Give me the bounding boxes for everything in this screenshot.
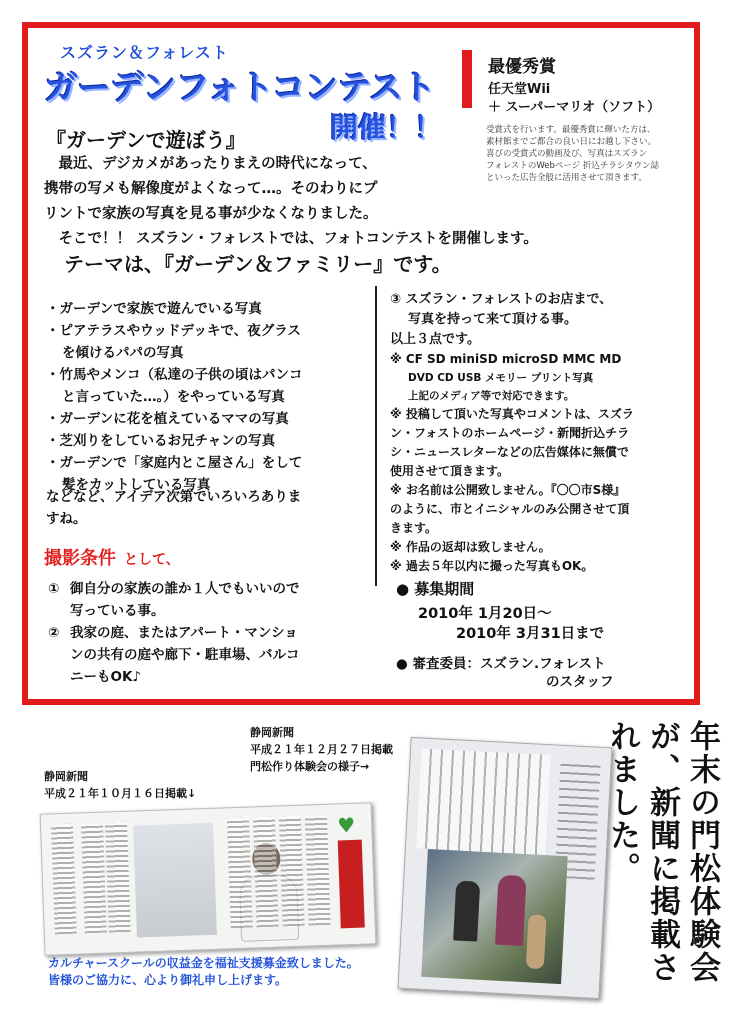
- condition-3-cont: 写真を持って来て頂ける事。: [408, 312, 578, 327]
- note-line: のように、市とイニシャルのみ公開させて頂: [390, 502, 630, 516]
- media-note-line: 上記のメディア等で対応できます。: [408, 390, 575, 402]
- award-heading: 最優秀賞: [488, 57, 556, 77]
- age-note: ※ 過去５年以内に撮った写真もOK。: [390, 559, 594, 573]
- clipping-text-column: [105, 822, 131, 933]
- person-figure: [526, 914, 547, 969]
- note-line: 使用させて頂きます。: [390, 464, 510, 478]
- conditions-heading-suffix: として、: [124, 552, 180, 568]
- clipping-photo: [421, 849, 568, 984]
- clipping-photo: [133, 823, 217, 938]
- intro-line: 最近、デジカメがあったりまえの時代になって、: [44, 156, 377, 172]
- conditions-list: [48, 578, 368, 688]
- footer-line: カルチャースクールの収益金を福祉支援募金致しました。: [48, 956, 359, 970]
- period-start: 2010年 1月20日～: [418, 606, 552, 622]
- newspaper-clipping-1: [40, 802, 377, 956]
- examples-closing: [46, 486, 376, 530]
- person-figure: [453, 880, 480, 941]
- condition-number: ①: [48, 581, 60, 597]
- closing-line: などなど、アイデア次第でいろいろありま: [46, 489, 302, 505]
- note-line: ※ お名前は公開致しません。『〇〇市S様』: [390, 483, 626, 497]
- contest-subtitle: 開催！！: [330, 111, 443, 144]
- intro-line: そこで！！ スズラン・フォレストでは、フォトコンテストを開催します。: [44, 231, 538, 247]
- condition-number: ②: [48, 625, 60, 641]
- right-column: [390, 290, 690, 576]
- condition-cont: 写っている事。: [70, 603, 165, 619]
- conditions-heading-text: 撮影条件: [44, 548, 116, 569]
- award-note-line: といった広告全般に活用させて頂きます。: [486, 173, 647, 183]
- award-note-line: 受賞式を行います。最優秀賞に輝いた方は、: [486, 125, 656, 135]
- caption-paper: 静岡新聞: [250, 726, 294, 739]
- period-heading: ● 募集期間: [396, 580, 475, 598]
- note-line: ン・フォストのホームページ・新聞折込チラ: [390, 426, 630, 440]
- condition-cont: ンの共有の庭や廊下・駐車場、バルコ: [70, 647, 300, 663]
- example-item-cont: 髪をカットしている写真: [62, 477, 211, 493]
- vertical-announcement: 年末の門松体験会が、新聞に掲載されました。: [604, 720, 720, 984]
- condition-3: ③ スズラン・フォレストのお店まで、: [390, 292, 613, 307]
- newspaper-clipping-2: [398, 737, 613, 999]
- condition-text: 御自分の家族の誰か１人でもいいので: [70, 581, 300, 597]
- caption-desc: 門松作り体験会の様子→: [250, 760, 370, 773]
- example-item-cont: と言っていた…。）をやっている写真: [62, 389, 285, 405]
- conditions-heading: [44, 544, 180, 570]
- return-note: ※ 作品の返却は致しません。: [390, 540, 551, 554]
- clipping-text-column: [253, 817, 279, 928]
- award-note-line: フォレストのWebページ 折込チラシタウン誌: [486, 161, 660, 171]
- clipping-text-column: [81, 823, 107, 934]
- intro-text: [44, 152, 684, 252]
- example-item-cont: を傾けるパパの写真: [62, 345, 184, 361]
- example-item: ・ガーデンで家族で遊んでいる写真: [46, 301, 262, 317]
- media-note-heading: ※ CF SD miniSD microSD MMC MD: [390, 352, 622, 366]
- theme-line: テーマは、『ガーデン＆ファミリー』です。: [64, 252, 452, 276]
- clipping-text-column: [305, 815, 331, 926]
- award-note-line: 素材館までご都合の良い日にお越し下さい。: [486, 137, 657, 147]
- judge-cont: のスタッフ: [546, 674, 614, 690]
- clipping-text-column: [227, 818, 253, 929]
- caption-date: 平成２１年１２月２７日掲載: [250, 743, 393, 756]
- newspaper-caption-1: [44, 768, 196, 802]
- example-item: ・芝刈りをしているお兄チャンの写真: [46, 433, 276, 449]
- period-end: 2010年 3月31日まで: [456, 626, 605, 642]
- footer-line: 皆様のご協力に、心より御礼申し上げます。: [48, 973, 288, 987]
- heart-icon: ♥: [336, 812, 356, 838]
- example-list: [46, 298, 376, 496]
- note-line: シ・ニュースレターなどの広告媒体に無償で: [390, 445, 629, 459]
- example-item: ・ガーデンで「家庭内とこ屋さん」をして: [46, 455, 303, 471]
- judge-heading: ● 審査委員：スズラン.フォレスト: [396, 656, 606, 672]
- award-prize-1: 任天堂Wii: [488, 82, 551, 97]
- clipping-headline-badge: [338, 840, 365, 929]
- intro-line: 携帯の写メも解像度がよくなって…。そのわりにプ: [44, 181, 378, 197]
- note-line: きます。: [390, 521, 438, 535]
- footer-message: [48, 955, 408, 989]
- note-line: ※ 投稿して頂いた写真やコメントは、スズラ: [390, 407, 634, 421]
- award-note-line: 喜びの受賞式の動画及び、写真はスズラン: [486, 149, 648, 159]
- total-line: 以上３点です。: [390, 332, 480, 347]
- example-item: ・竹馬やメンコ（私達の子供の頃はパンコ: [46, 367, 303, 383]
- intro-line: リントで家族の写真を見る事が少なくなりました。: [44, 206, 378, 222]
- newspaper-caption-2: [250, 724, 393, 775]
- clipping-text-column: [51, 824, 77, 935]
- condition-item: [48, 622, 368, 644]
- award-accent-bar: [462, 50, 472, 108]
- condition-text: 我家の庭、またはアパート・マンショ: [70, 625, 298, 641]
- award-prize-2: ＋ スーパーマリオ（ソフト）: [488, 100, 661, 115]
- section-title: 『ガーデンで遊ぼう』: [46, 128, 246, 152]
- usage-note: [390, 405, 690, 481]
- example-item: ・ガーデンに花を植えているママの写真: [46, 411, 289, 427]
- condition-cont: ニーもOK♪: [70, 669, 142, 685]
- caption-date: 平成２１年１０月１６日掲載↓: [44, 787, 197, 800]
- example-item: ・ピアテラスやウッドデッキで、夜グラス: [46, 323, 301, 339]
- caption-paper: 静岡新聞: [44, 770, 88, 783]
- clipping-text-column: [279, 816, 305, 927]
- clipping-text-columns: [416, 748, 551, 855]
- brand-label: スズラン＆フォレスト: [60, 43, 229, 62]
- condition-item: [48, 578, 368, 600]
- privacy-note: [390, 481, 690, 538]
- person-figure: [495, 875, 527, 946]
- closing-line: すね。: [46, 511, 87, 527]
- contest-title: ガーデンフォトコンテスト: [44, 68, 435, 108]
- media-note-line: DVD CD USB メモリー プリント写真: [408, 372, 594, 384]
